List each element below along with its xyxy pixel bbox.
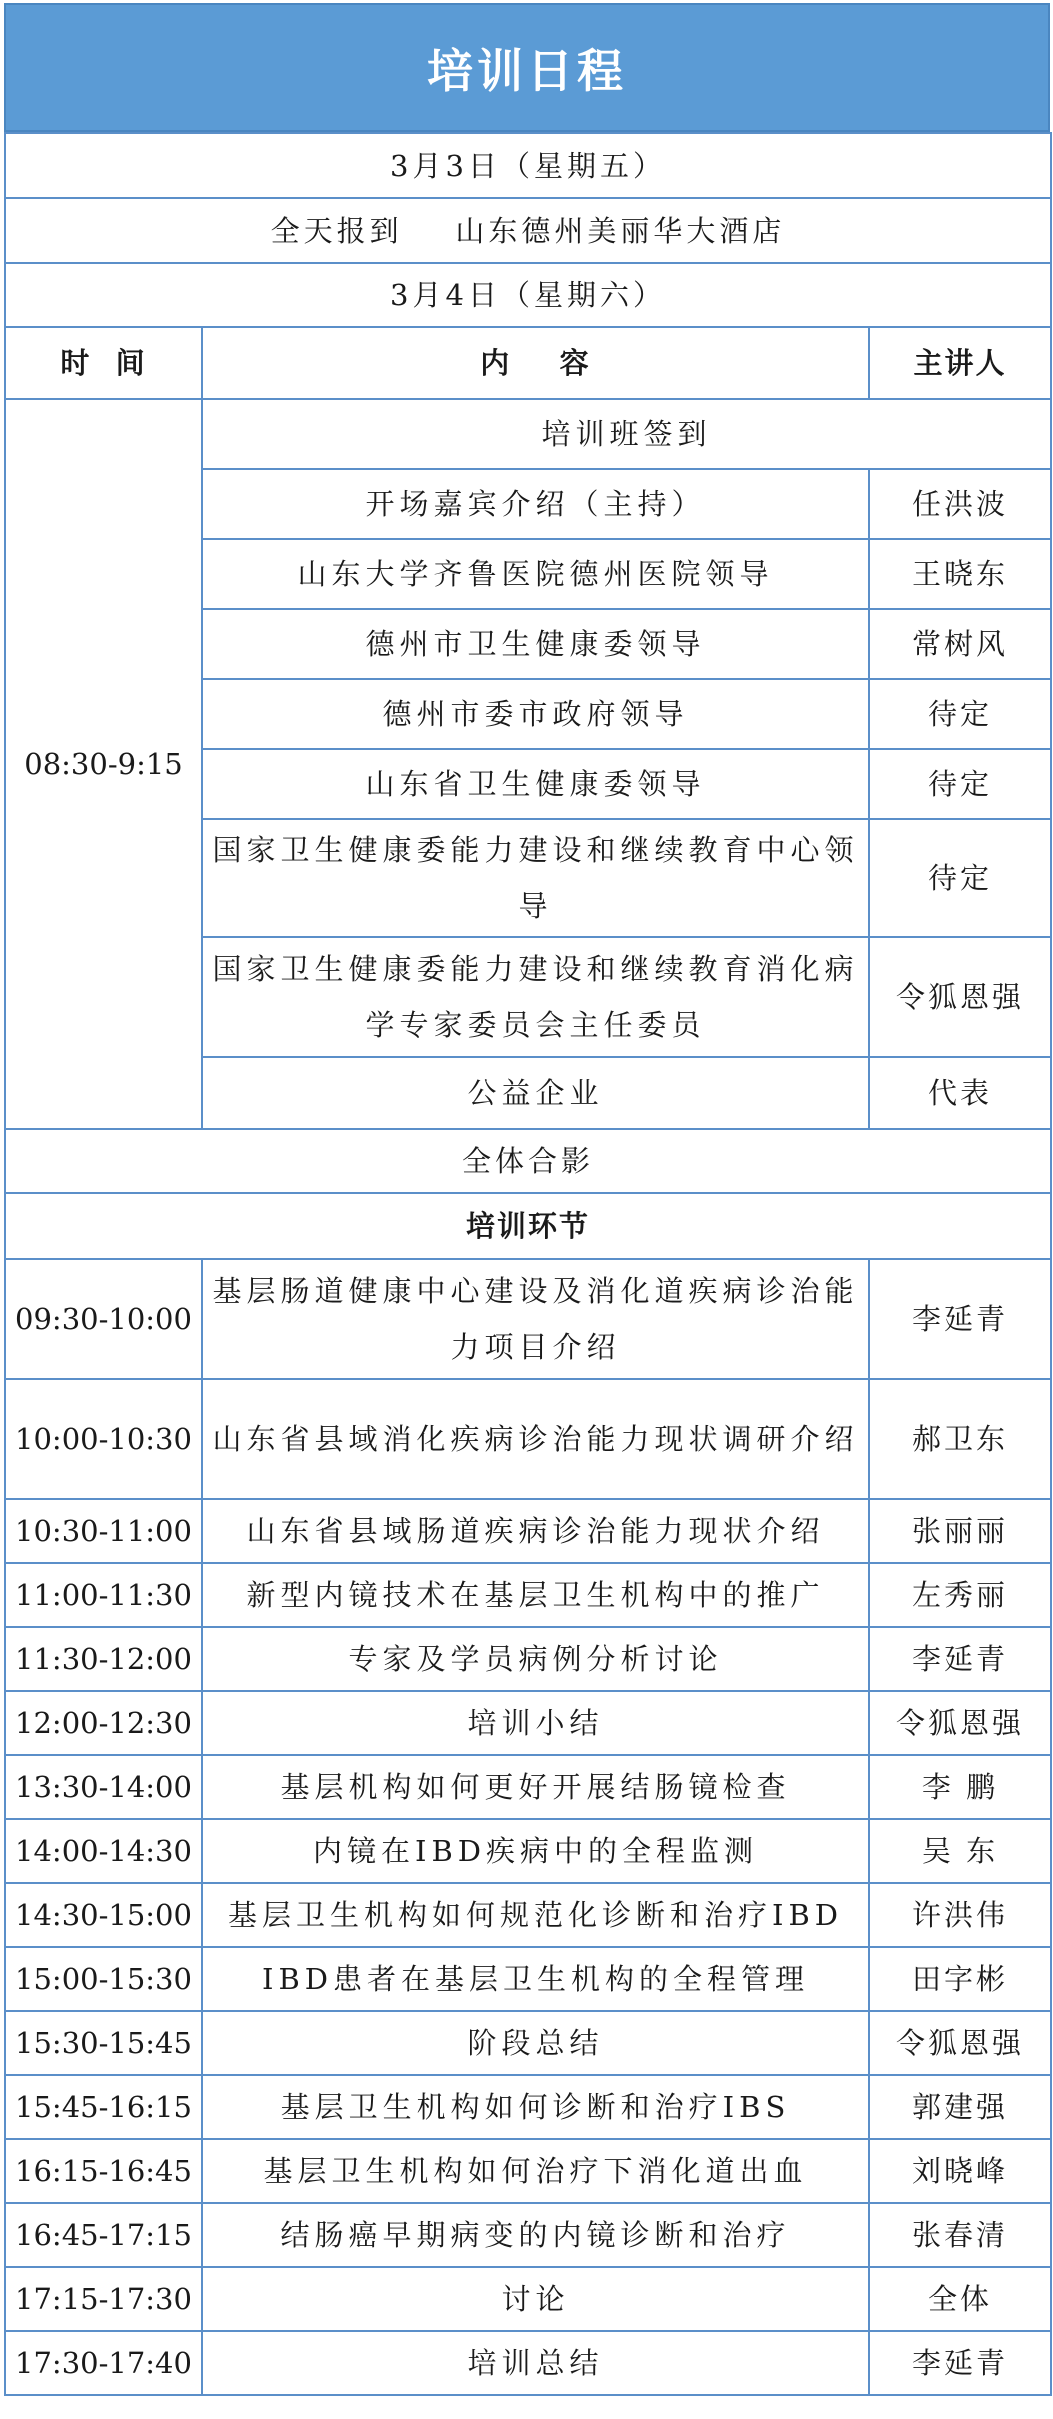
session-time: 13:30-14:00 (5, 1755, 202, 1819)
section-row (5, 1193, 1051, 1259)
opening-content: 国家卫生健康委能力建设和继续教育消化病学专家委员会主任委员 (202, 937, 869, 1057)
session-row (5, 2011, 1051, 2075)
title-bar (4, 3, 1050, 132)
schedule-table (4, 132, 1052, 2396)
opening-time: 08:30-9:15 (5, 399, 202, 1129)
session-content: 新型内镜技术在基层卫生机构中的推广 (202, 1563, 869, 1627)
session-speaker: 刘晓峰 (869, 2139, 1051, 2203)
session-row (5, 1947, 1051, 2011)
opening-content: 国家卫生健康委能力建设和继续教育中心领导 (202, 819, 869, 937)
session-time: 11:00-11:30 (5, 1563, 202, 1627)
opening-content: 山东省卫生健康委领导 (202, 749, 869, 819)
page-title: 培训日程 (427, 43, 627, 98)
opening-speaker: 任洪波 (869, 469, 1051, 539)
session-speaker: 张春清 (869, 2203, 1051, 2267)
session-speaker: 张丽丽 (869, 1499, 1051, 1563)
session-row (5, 1563, 1051, 1627)
session-content: 培训小结 (202, 1691, 869, 1755)
session-row (5, 1755, 1051, 1819)
opening-speaker: 待定 (869, 679, 1051, 749)
session-time: 09:30-10:00 (5, 1259, 202, 1379)
session-content: 基层卫生机构如何治疗下消化道出血 (202, 2139, 869, 2203)
session-speaker: 李延青 (869, 1627, 1051, 1691)
session-speaker: 令狐恩强 (869, 2011, 1051, 2075)
session-row (5, 2075, 1051, 2139)
session-content: 阶段总结 (202, 2011, 869, 2075)
session-speaker: 左秀丽 (869, 1563, 1051, 1627)
session-speaker: 郝卫东 (869, 1379, 1051, 1499)
session-row (5, 2139, 1051, 2203)
day1-event-row (5, 198, 1051, 263)
session-content: 内镜在IBD疾病中的全程监测 (202, 1819, 869, 1883)
session-row (5, 2267, 1051, 2331)
session-row (5, 1883, 1051, 1947)
session-content: 基层卫生机构如何规范化诊断和治疗IBD (202, 1883, 869, 1947)
header-time: 时 间 (5, 327, 202, 399)
session-speaker: 令狐恩强 (869, 1691, 1051, 1755)
header-speaker: 主讲人 (869, 327, 1051, 399)
section-heading: 培训环节 (5, 1193, 1051, 1259)
session-time: 14:00-14:30 (5, 1819, 202, 1883)
session-content: 山东省县域消化疾病诊治能力现状调研介绍 (202, 1379, 869, 1499)
session-time: 15:00-15:30 (5, 1947, 202, 2011)
session-content: 专家及学员病例分析讨论 (202, 1627, 869, 1691)
day2-date: 3月4日（星期六） (5, 263, 1051, 327)
session-content: 讨论 (202, 2267, 869, 2331)
session-row (5, 1259, 1051, 1379)
opening-speaker: 待定 (869, 819, 1051, 937)
day1-date: 3月3日（星期五） (5, 133, 1051, 198)
day2-date-row (5, 263, 1051, 327)
session-time: 16:15-16:45 (5, 2139, 202, 2203)
signin-label: 培训班签到 (202, 399, 1051, 469)
session-speaker: 田字彬 (869, 1947, 1051, 2011)
opening-speaker: 待定 (869, 749, 1051, 819)
session-row (5, 1499, 1051, 1563)
session-speaker: 李 鹏 (869, 1755, 1051, 1819)
opening-speaker: 代表 (869, 1057, 1051, 1129)
session-time: 15:45-16:15 (5, 2075, 202, 2139)
session-content: 基层机构如何更好开展结肠镜检查 (202, 1755, 869, 1819)
session-time: 17:30-17:40 (5, 2331, 202, 2395)
session-time: 12:00-12:30 (5, 1691, 202, 1755)
opening-content: 山东大学齐鲁医院德州医院领导 (202, 539, 869, 609)
signin-row (5, 399, 1051, 469)
session-content: 培训总结 (202, 2331, 869, 2395)
session-row (5, 1819, 1051, 1883)
session-time: 17:15-17:30 (5, 2267, 202, 2331)
header-content: 内 容 (202, 327, 869, 399)
session-row (5, 1691, 1051, 1755)
session-content: 结肠癌早期病变的内镜诊断和治疗 (202, 2203, 869, 2267)
session-time: 15:30-15:45 (5, 2011, 202, 2075)
day1-event: 全天报到 山东德州美丽华大酒店 (5, 198, 1051, 263)
session-time: 10:30-11:00 (5, 1499, 202, 1563)
session-row (5, 1379, 1051, 1499)
session-speaker: 李延青 (869, 1259, 1051, 1379)
opening-content: 公益企业 (202, 1057, 869, 1129)
session-speaker: 吴 东 (869, 1819, 1051, 1883)
header-row (5, 327, 1051, 399)
session-speaker: 李延青 (869, 2331, 1051, 2395)
session-time: 14:30-15:00 (5, 1883, 202, 1947)
session-time: 11:30-12:00 (5, 1627, 202, 1691)
opening-content: 开场嘉宾介绍（主持） (202, 469, 869, 539)
session-content: 基层卫生机构如何诊断和治疗IBS (202, 2075, 869, 2139)
session-row (5, 2331, 1051, 2395)
schedule-sheet (4, 3, 1050, 2396)
session-speaker: 许洪伟 (869, 1883, 1051, 1947)
group-photo: 全体合影 (5, 1129, 1051, 1193)
opening-content: 德州市委市政府领导 (202, 679, 869, 749)
session-row (5, 2203, 1051, 2267)
session-content: IBD患者在基层卫生机构的全程管理 (202, 1947, 869, 2011)
session-row (5, 1627, 1051, 1691)
sessions-body (5, 1259, 1051, 2395)
group-photo-row (5, 1129, 1051, 1193)
opening-speaker: 王晓东 (869, 539, 1051, 609)
day1-date-row (5, 133, 1051, 198)
session-content: 山东省县域肠道疾病诊治能力现状介绍 (202, 1499, 869, 1563)
session-speaker: 郭建强 (869, 2075, 1051, 2139)
session-content: 基层肠道健康中心建设及消化道疾病诊治能力项目介绍 (202, 1259, 869, 1379)
session-time: 16:45-17:15 (5, 2203, 202, 2267)
opening-content: 德州市卫生健康委领导 (202, 609, 869, 679)
session-time: 10:00-10:30 (5, 1379, 202, 1499)
session-speaker: 全体 (869, 2267, 1051, 2331)
opening-speaker: 令狐恩强 (869, 937, 1051, 1057)
opening-speaker: 常树风 (869, 609, 1051, 679)
